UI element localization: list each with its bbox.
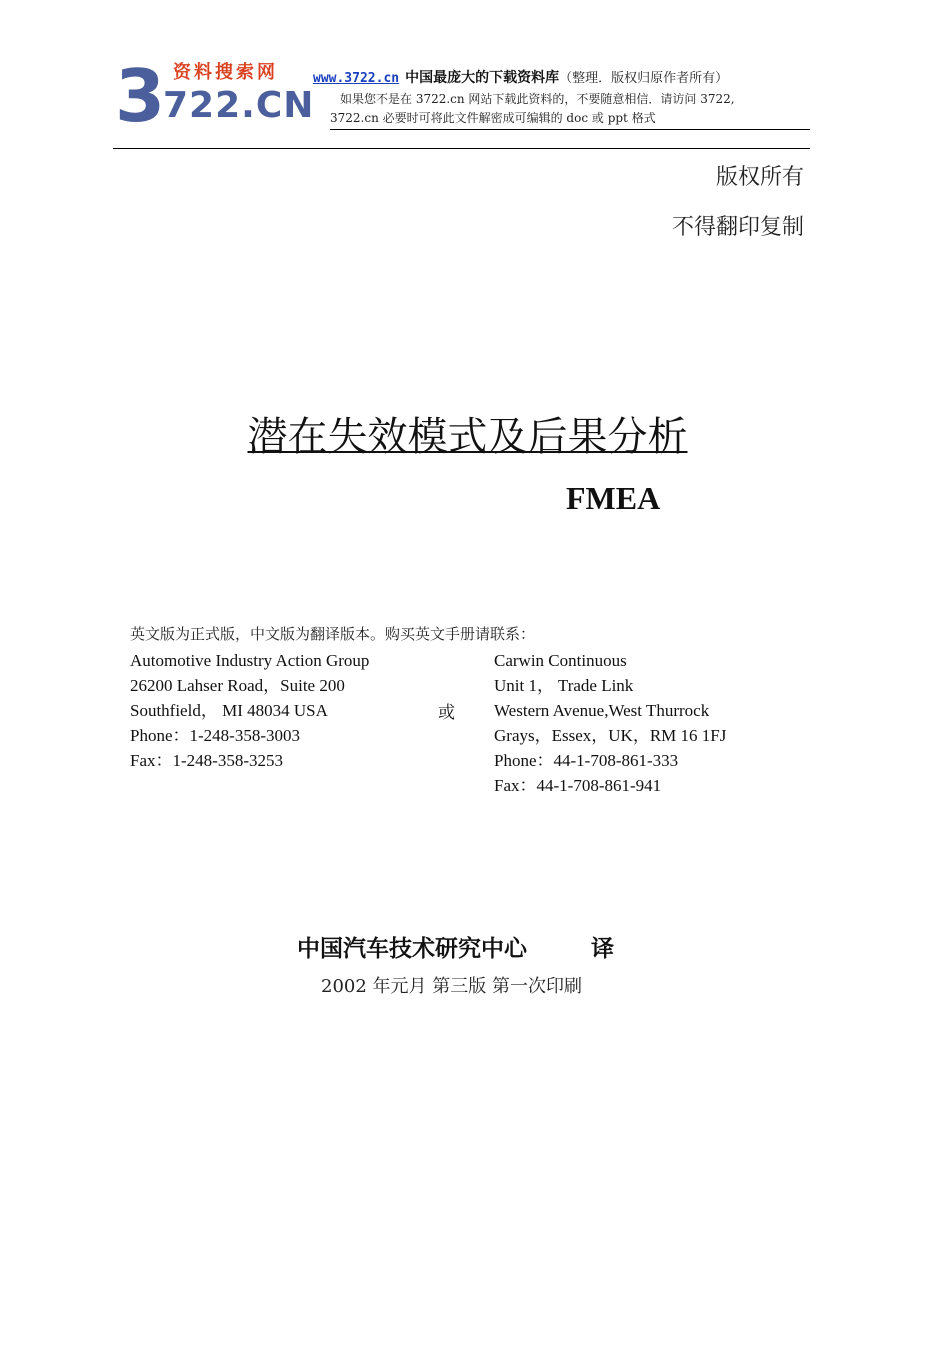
translator-org: 中国汽车技术研究中心 [297,936,527,962]
header-line [313,68,728,89]
purchase-note: 英文版为正式版，中文版为翻译版本。购买英文手册请联系： [130,625,536,643]
contact-right-line: Unit 1， Trade Link [494,676,634,695]
contact-right-line: Phone：44-1-708-861-333 [494,751,679,770]
edition-info: 2002 年元月 第三版 第一次印刷 [321,976,582,997]
logo-top-text: 资料搜索网 [173,62,278,83]
logo-bottom-text: 722.CN [163,85,315,126]
contact-left-line: Automotive Industry Action Group [130,651,370,670]
contact-right-line: Grays，Essex，UK，RM 16 1FJ [494,726,727,745]
contact-right [494,648,726,798]
contact-left-line: 26200 Lahser Road，Suite 200 [130,676,345,695]
translator-line [297,930,614,963]
contact-right-line: Carwin Continuous [494,651,627,670]
contact-left-line: Fax：1-248-358-3253 [130,751,283,770]
document-title [0,412,935,462]
site-tagline: 中国最庞大的下载资料库 [405,70,560,86]
site-link[interactable]: www.3722.cn [313,71,400,86]
document-subtitle: FMEA [566,480,661,516]
contact-left-line: Southfield， MI 48034 USA [130,701,328,720]
contact-right-line: Western Avenue,West Thurrock [494,701,710,720]
contact-left-line: Phone：1-248-358-3003 [130,726,300,745]
site-paren-note: （整理．版权归原作者所有） [559,71,729,86]
site-logo [115,54,315,138]
header-notice-1: 如果您不是在 3722.cn 网站下载此资料的，不要随意相信．请访问 3722, [340,92,735,106]
header-notice-2: 3722.cn 必要时可将此文件解密成可编辑的 doc 或 ppt 格式 [330,111,656,125]
header-rule-long [113,148,810,149]
copyright-line-1: 版权所有 [715,165,804,190]
header-rule-short [330,129,810,130]
or-word: 或 [438,703,455,723]
logo-number: 3 [115,54,164,138]
contact-right-line: Fax：44-1-708-861-941 [494,776,662,795]
copyright-line-2: 不得翻印复制 [671,215,804,240]
contact-left [130,648,369,773]
translator-role: 译 [591,936,614,962]
title-text: 潜在失效模式及后果分析 [247,414,688,460]
